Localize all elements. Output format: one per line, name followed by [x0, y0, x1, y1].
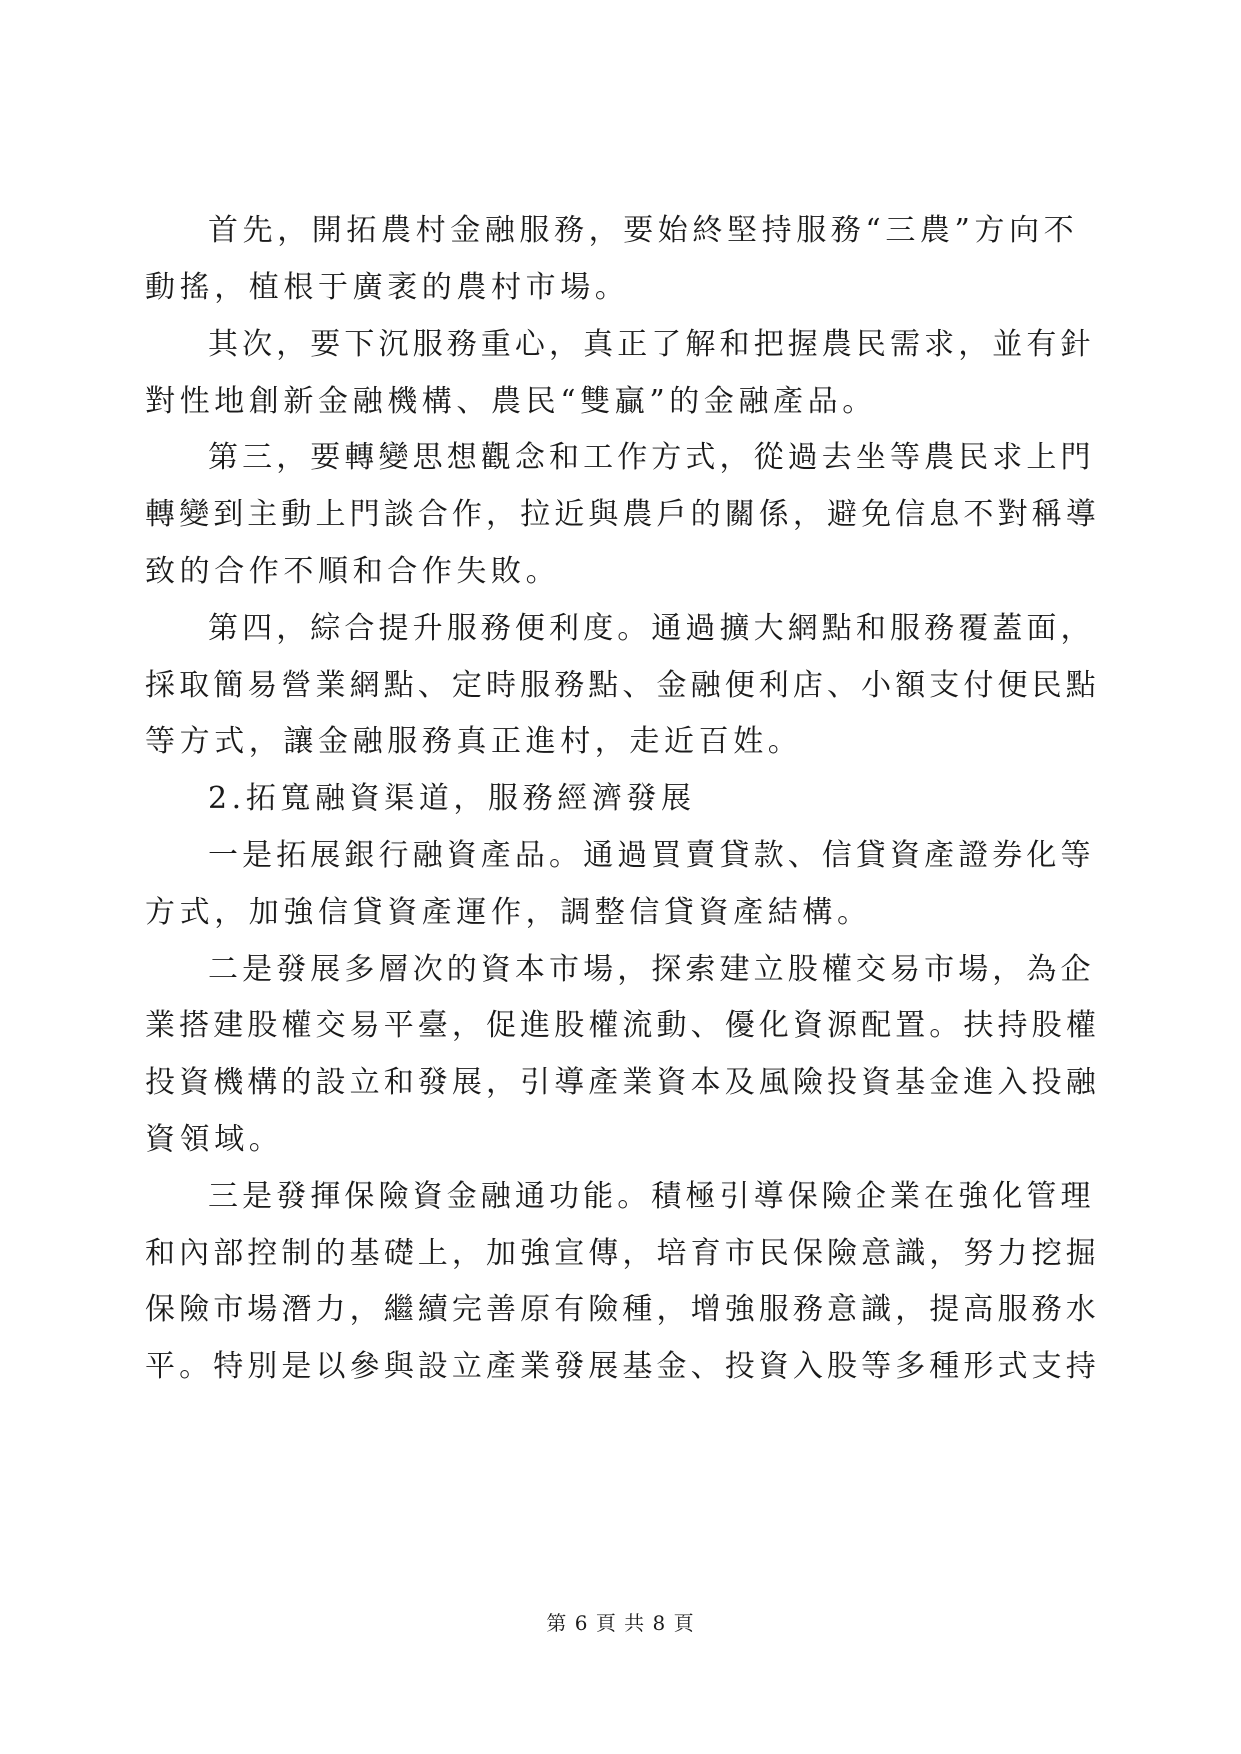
text-line: 投資機構的設立和發展，引導產業資本及風險投資基金進入投融: [145, 1065, 1100, 1100]
text-line: 轉變到主動上門談合作，拉近與農戶的關係，避免信息不對稱導: [145, 497, 1100, 532]
text-line: 保險市場潛力，繼續完善原有險種，增強服務意識，提高服務水: [145, 1292, 1100, 1327]
text-line: 第三，要轉變思想觀念和工作方式，從過去坐等農民求上門: [208, 440, 1095, 475]
text-line: 三是發揮保險資金融通功能。積極引導保險企業在強化管理: [208, 1179, 1095, 1214]
page-footer: 第 6 頁 共 8 頁: [546, 1611, 695, 1635]
text-line: 資領域。: [145, 1122, 284, 1157]
text-line: 一是拓展銀行融資產品。通過買賣貸款、信貸資產證券化等: [208, 838, 1095, 873]
text-line: 採取簡易營業網點、定時服務點、金融便利店、小額支付便民點: [145, 668, 1100, 703]
text-line: 其次，要下沉服務重心，真正了解和把握農民需求，並有針: [208, 327, 1095, 362]
text-line: 和內部控制的基礎上，加強宣傳，培育市民保險意識，努力挖掘: [145, 1236, 1100, 1271]
text-line: 業搭建股權交易平臺，促進股權流動、優化資源配置。扶持股權: [145, 1008, 1100, 1043]
text-line: 二是發展多層次的資本市場，探索建立股權交易市場，為企: [208, 952, 1095, 987]
section-heading: 2.拓寬融資渠道，服務經濟發展: [208, 781, 696, 816]
text-line: 致的合作不順和合作失敗。: [145, 554, 561, 589]
text-line: 平。特別是以參與設立產業發展基金、投資入股等多種形式支持: [145, 1349, 1100, 1384]
text-line: 動搖，植根于廣袤的農村市場。: [145, 270, 630, 305]
text-line: 首先，開拓農村金融服務，要始終堅持服務“三農”方向不: [208, 213, 1079, 248]
text-line: 第四，綜合提升服務便利度。通過擴大網點和服務覆蓋面，: [208, 611, 1095, 646]
text-line: 等方式，讓金融服務真正進村，走近百姓。: [145, 724, 803, 759]
text-line: 方式，加強信貸資產運作，調整信貸資產結構。: [145, 895, 872, 930]
text-line: 對性地創新金融機構、農民“雙贏”的金融產品。: [145, 384, 877, 419]
